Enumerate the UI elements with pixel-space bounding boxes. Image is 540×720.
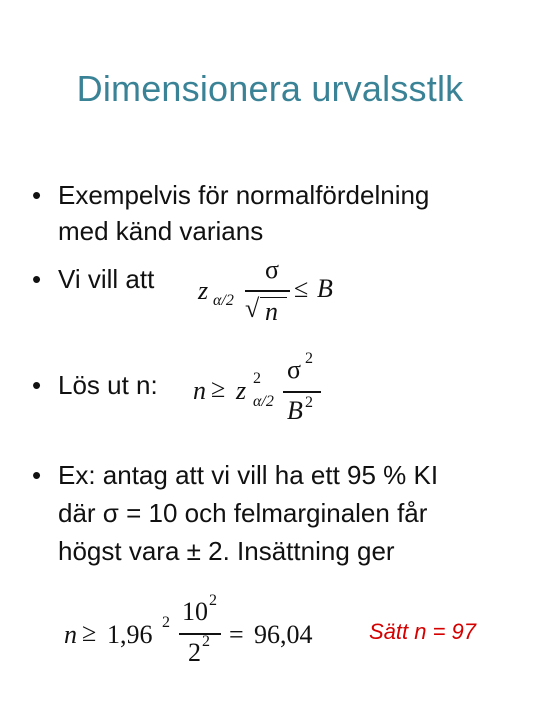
formula-subscript: α/2 [213,292,234,309]
formula-rhs: B [317,274,333,303]
formula-z: z [198,276,209,305]
bullet-symbol: • [32,180,42,210]
formula-denominator: 2 [188,638,201,667]
bullet-line: där σ = 10 och felmarginalen får [58,498,428,528]
formula-relation: ≤ [294,274,309,303]
bullet-line: med känd varians [58,216,264,246]
formula-denominator: B [287,396,303,425]
formula-relation: ≥ [211,374,226,403]
formula-numerator: σ [287,355,302,384]
formula-numerator: σ [264,255,279,284]
formula-denominator: n [265,297,278,326]
formula-subscript: α/2 [253,393,274,410]
formula-superscript: 2 [202,633,210,650]
fraction-bar [179,633,221,635]
sqrt-symbol: √ [245,294,260,323]
fraction-bar [283,391,321,393]
bullet-line: högst vara ± 2. Insättning ger [58,536,395,566]
formula-coefficient: 1,96 [107,620,153,649]
formula-numerator: 10 [182,597,208,626]
bullet-line: Vi vill att [58,264,155,294]
formula-superscript: 2 [305,394,313,411]
bullet-symbol: • [32,460,42,490]
formula-equals: = [229,620,244,649]
formula-relation: ≥ [82,618,97,647]
formula-result: 96,04 [254,620,313,649]
formula-lhs: n [193,376,206,405]
bullet-line: Exempelvis för normalfördelning [58,180,430,210]
bullet-line: Lös ut n: [58,370,158,400]
formula-lhs: n [64,620,77,649]
round-up-note: Sätt n = 97 [369,619,477,644]
bullet-symbol: • [32,264,42,294]
bullet-symbol: • [32,370,42,400]
formula-z: z [236,376,247,405]
fraction-bar [245,290,290,292]
bullet-line: Ex: antag att vi vill ha ett 95 % KI [58,460,439,490]
formula-superscript: 2 [305,350,313,367]
slide-title: Dimensionera urvalsstlk [76,68,464,109]
formula-superscript: 2 [162,614,170,631]
formula-superscript: 2 [209,592,217,609]
formula-superscript: 2 [253,370,261,387]
